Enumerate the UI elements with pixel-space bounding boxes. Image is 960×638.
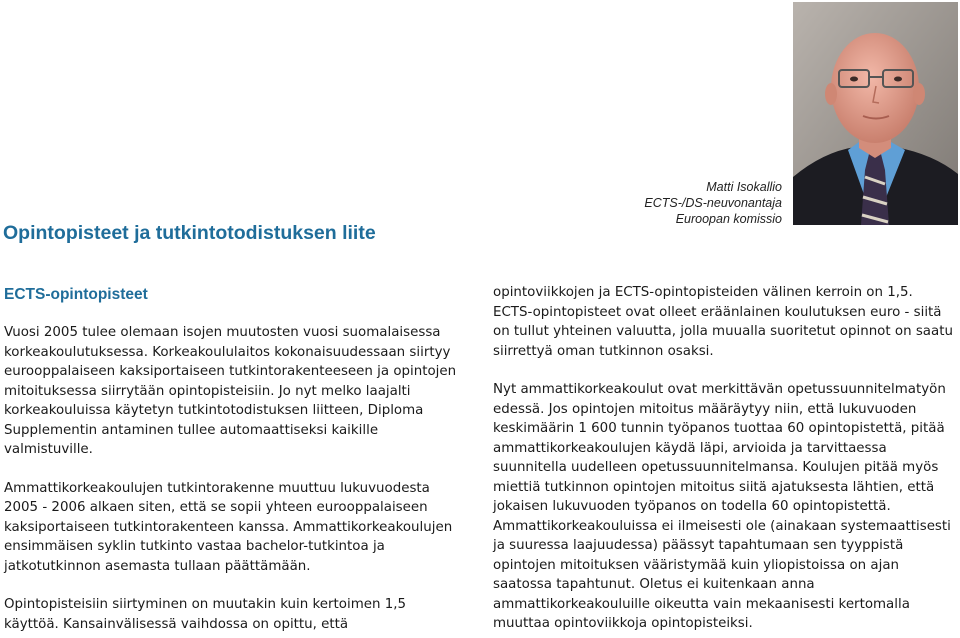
paragraph: opintoviikkojen ja ECTS-opintopisteiden välinen kerroin on 1,5. ECTS-opintopisteet ovat olleet eräänlainen koulutuksen euro - siitä on tullut yhteinen valuutta, jolla muualla suoritetut opinnot on saatu siirrettyä oman tutkinnon osaksi. [493, 285, 953, 359]
section-heading: ECTS-opintopisteet [4, 286, 148, 303]
paragraph: Opintopisteisiin siirtyminen on muutakin kuin kertoimen 1,5 käyttöä. Kansainvälisessä vaihdossa on opittu, että [4, 597, 407, 632]
left-column [4, 283, 464, 634]
paragraph: Vuosi 2005 tulee olemaan isojen muutosten vuosi suomalaisessa korkeakoulutuksessa. Korkeakoululaitos kokonaisuudessaan siirtyy eurooppalaiseen kaksiportaiseen tutkintorakenteeseen ja opintojen mitoituksessa siirrytään opintopisteisiin. Jo nyt melko laajalti korkeakouluissa käytetyn tutkintotodistuksen liitteen, Diploma Supplementin antaminen tullee automaattiseksi kaikille valmistuville. [4, 325, 457, 457]
author-photo-illustration [793, 2, 958, 225]
paragraph: Ammattikorkeakoulujen tutkintorakenne muuttuu lukuvuodesta 2005 - 2006 alkaen siten, että se sopii yhteen eurooppalaiseen kaksiportaiseen tutkintorakenteen kanssa. Ammattikorkeakoulujen ensimmäisen syklin tutkinto vastaa bachelor-tutkintoa ja jatkotutkinnon asemasta tullaan päättämään. [4, 480, 453, 574]
author-byline [542, 179, 782, 227]
author-name: Matti Isokallio [706, 180, 782, 194]
author-organization: Euroopan komissio [675, 212, 782, 226]
author-role: ECTS-/DS-neuvonantaja [644, 196, 782, 210]
author-photo [793, 2, 958, 225]
right-column [493, 283, 955, 634]
article-title: Opintopisteet ja tutkintotodistuksen liite [3, 222, 376, 244]
paragraph: Nyt ammattikorkeakoulut ovat merkittävän opetussuunnitelmatyön edessä. Jos opintojen mitoitus määräytyy niin, että lukuvuoden keskimäärin 1 600 tunnin työpanos tuottaa 60 opintopistettä, pitää ammattikorkeakoulujen käydä läpi, arvioida ja tarvittaessa suunnitella uudelleen opetussuunnitelmansa. Koulujen pitää myös miettiä tutkinnon opintojen mitoitus siitä ajatuksesta lähtien, että jokaisen lukuvuoden työpanos on todella 60 opintopistettä. Ammattikorkeakouluissa ei ilmeisesti ole (ainakaan systemaattisesti ja suuressa laajuudessa) päässyt tapahtumaan sen tyyppistä opintojen mitoituksen vääristymää kuin yliopistoissa on ajan saatossa tapahtunut. Oletus ei kuitenkaan anna ammattikorkeakouluille oikeutta vain mekaanisesti kertomalla muuttaa opintoviikkoja opintopisteiksi. [493, 382, 951, 631]
